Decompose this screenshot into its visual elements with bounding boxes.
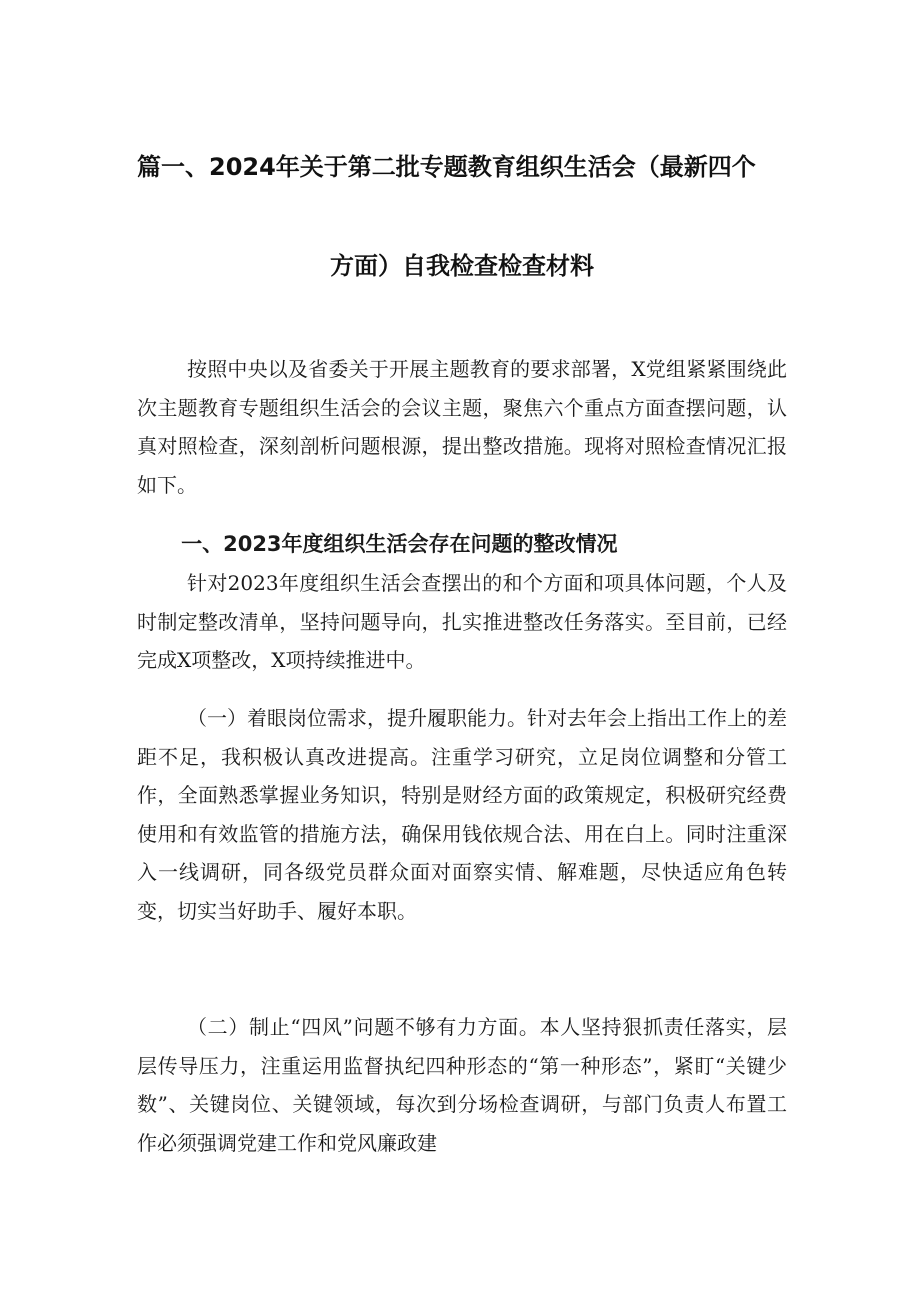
intro-paragraph: 按照中央以及省委关于开展主题教育的要求部署，X党组紧紧围绕此次主题教育专题组织生活会的会议主题，聚焦六个重点方面查摆问题，认真对照检查，深刻剖析问题根源，提出整改措施。现将对照检查情况汇报如下。 xyxy=(137,357,787,497)
section-paragraph-2: （一）着眼岗位需求，提升履职能力。针对去年会上指出工作上的差距不足，我积极认真改进提高。注重学习研究，立足岗位调整和分管工作，全面熟悉掌握业务知识，特别是财经方面的政策规定，积极研究经费使用和有效监管的措施方法，确保用钱依规合法、用在白上。同时注重深入一线调研，同各级党员群众面对面察实情、解难题，尽快适应角色转变，切实当好助手、履好本职。 xyxy=(137,706,787,923)
section-paragraph-1: 针对2023年度组织生活会查摆出的和个方面和项具体问题，个人及时制定整改清单，坚持问题导向，扎实推进整改任务落实。至目前，已经完成X项整改，X项持续推进中。 xyxy=(137,571,787,672)
document-title-line-1: 篇一、2024年关于第二批专题教育组织生活会（最新四个 xyxy=(137,153,756,181)
section-paragraph-3: （二）制止“四风”问题不够有力方面。本人坚持狠抓责任落实，层层传导压力，注重运用监督执纪四种形态的“第一种形态”，紧盯“关键少数”、关键岗位、关键领域，每次到分场检查调研，与部门负责人布置工作必须强调党建工作和党风廉政建 xyxy=(137,1015,787,1155)
document-title-line-2: 方面）自我检查检查材料 xyxy=(330,252,594,280)
section-heading: 一、2023年度组织生活会存在问题的整改情况 xyxy=(181,532,618,556)
